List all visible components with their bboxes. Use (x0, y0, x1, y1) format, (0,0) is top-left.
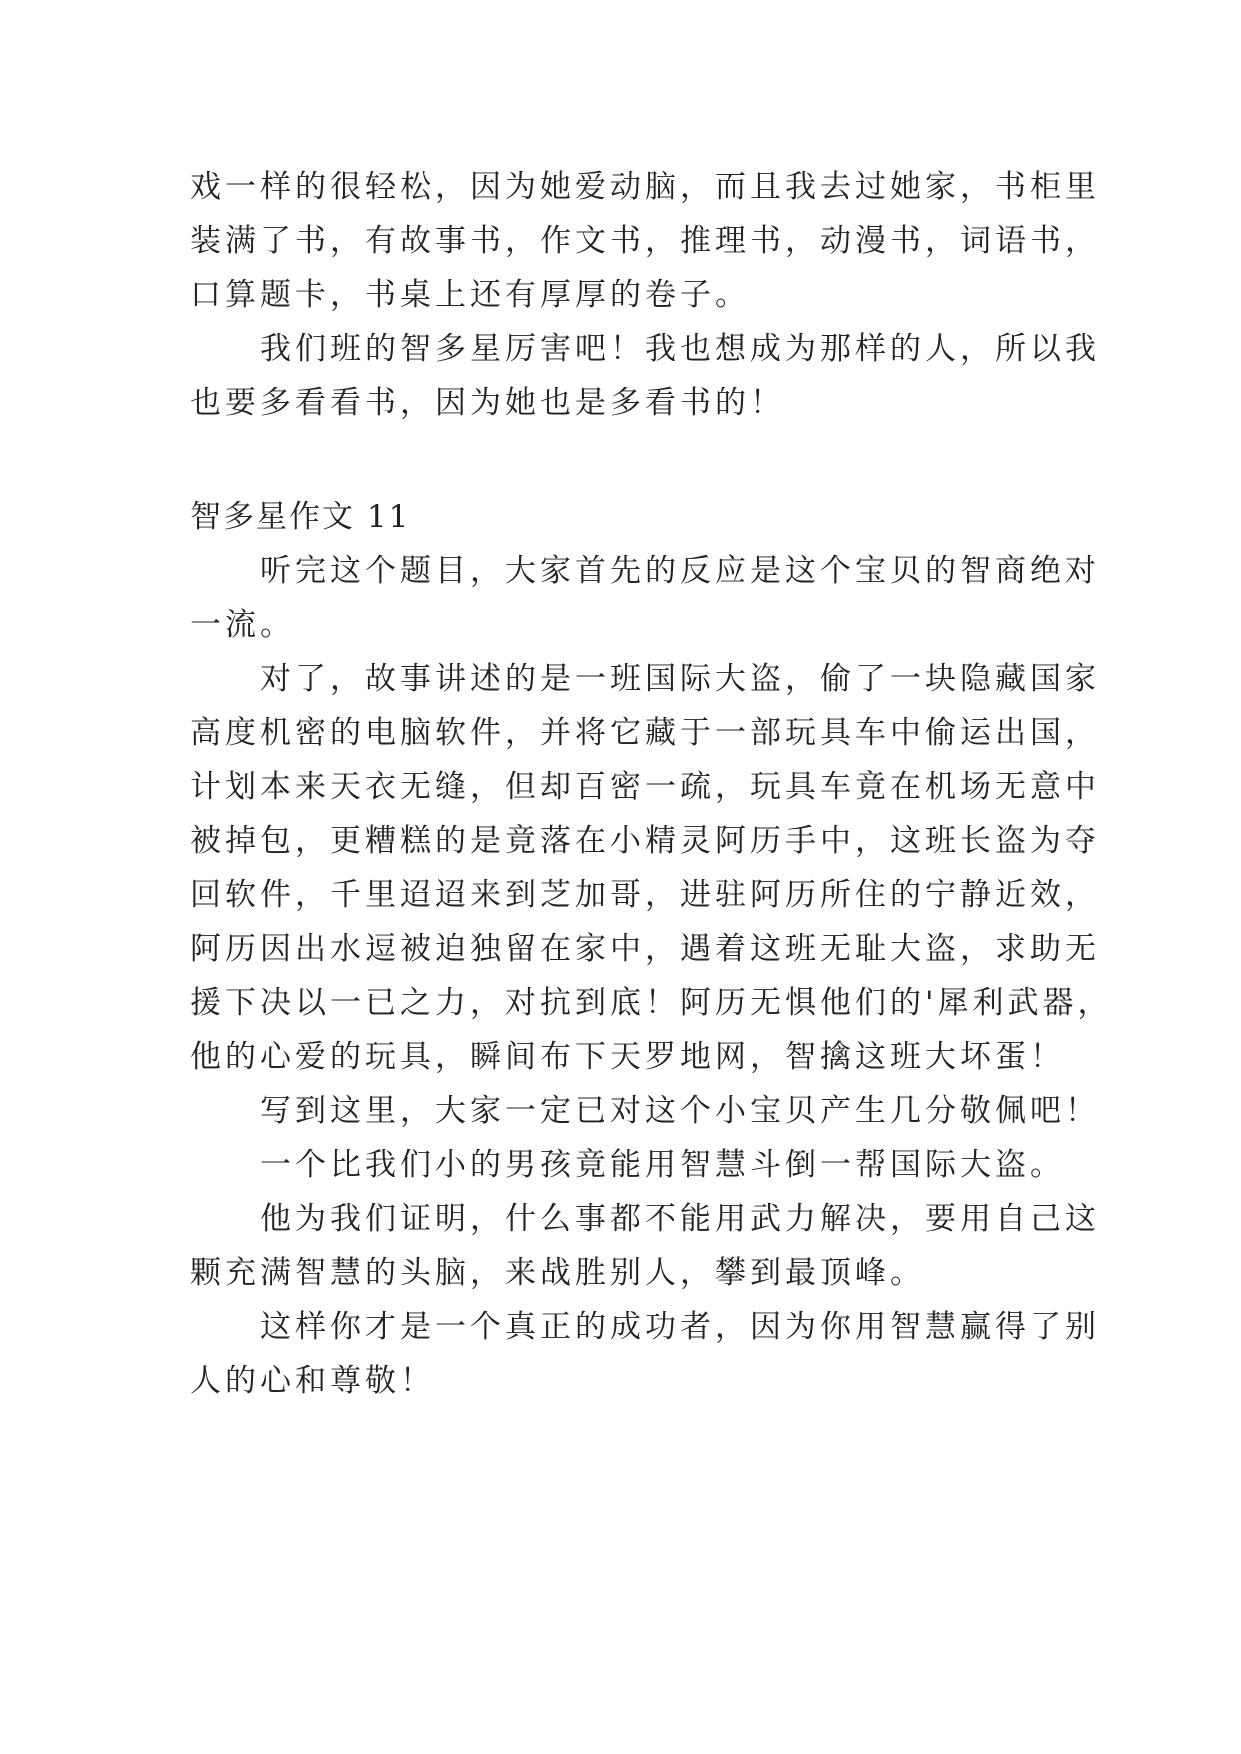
text-line: 也要多看看书，因为她也是多看书的！ (190, 385, 785, 421)
text-line: 被掉包，更糟糕的是竟落在小精灵阿历手中，这班长盗为夺 (190, 823, 1100, 859)
text-line: 我们班的智多星厉害吧！我也想成为那样的人，所以我 (260, 331, 1100, 367)
text-line: 他的心爱的玩具，瞬间布下天罗地网，智擒这班大坏蛋！ (190, 1039, 1065, 1075)
paragraph (190, 652, 1113, 1084)
text-line: 回软件，千里迢迢来到芝加哥，进驻阿历所住的宁静近效， (190, 877, 1100, 913)
paragraph (190, 1138, 1065, 1192)
text-line: 戏一样的很轻松，因为她爱动脑，而且我去过她家，书柜里 (190, 169, 1100, 205)
text-line: 人的心和尊敬！ (190, 1363, 435, 1399)
section-title: 智多星作文 11 (190, 499, 411, 535)
document-body (190, 160, 1113, 1408)
paragraph (190, 1192, 1100, 1300)
text-line: 听完这个题目，大家首先的反应是这个宝贝的智商绝对 (260, 553, 1100, 589)
text-line: 装满了书，有故事书，作文书，推理书，动漫书，词语书， (190, 223, 1100, 259)
paragraph (190, 544, 1100, 652)
text-line: 一流。 (190, 607, 295, 643)
section-gap (190, 430, 1060, 490)
text-line: 对了，故事讲述的是一班国际大盗，偷了一块隐藏国家 (260, 661, 1100, 697)
text-line: 他为我们证明，什么事都不能用武力解决，要用自己这 (260, 1201, 1100, 1237)
text-line: 这样你才是一个真正的成功者，因为你用智慧赢得了别 (260, 1309, 1100, 1345)
paragraph (190, 322, 1100, 430)
text-line: 颗充满智慧的头脑，来战胜别人，攀到最顶峰。 (190, 1255, 925, 1291)
paragraph (190, 1084, 1100, 1138)
text-line: 写到这里，大家一定已对这个小宝贝产生几分敬佩吧！ (260, 1093, 1100, 1129)
text-line: 高度机密的电脑软件，并将它藏于一部玩具车中偷运出国， (190, 715, 1100, 751)
text-line: 援下决以一已之力，对抗到底！阿历无惧他们的'犀利武器， (190, 985, 1113, 1021)
paragraph (190, 1300, 1100, 1408)
paragraph-continuation (190, 160, 1100, 322)
text-line: 口算题卡，书桌上还有厚厚的卷子。 (190, 277, 750, 313)
text-line: 计划本来天衣无缝，但却百密一疏，玩具车竟在机场无意中 (190, 769, 1100, 805)
text-line: 一个比我们小的男孩竟能用智慧斗倒一帮国际大盗。 (260, 1147, 1065, 1183)
text-line: 阿历因出水逗被迫独留在家中，遇着这班无耻大盗，求助无 (190, 931, 1100, 967)
